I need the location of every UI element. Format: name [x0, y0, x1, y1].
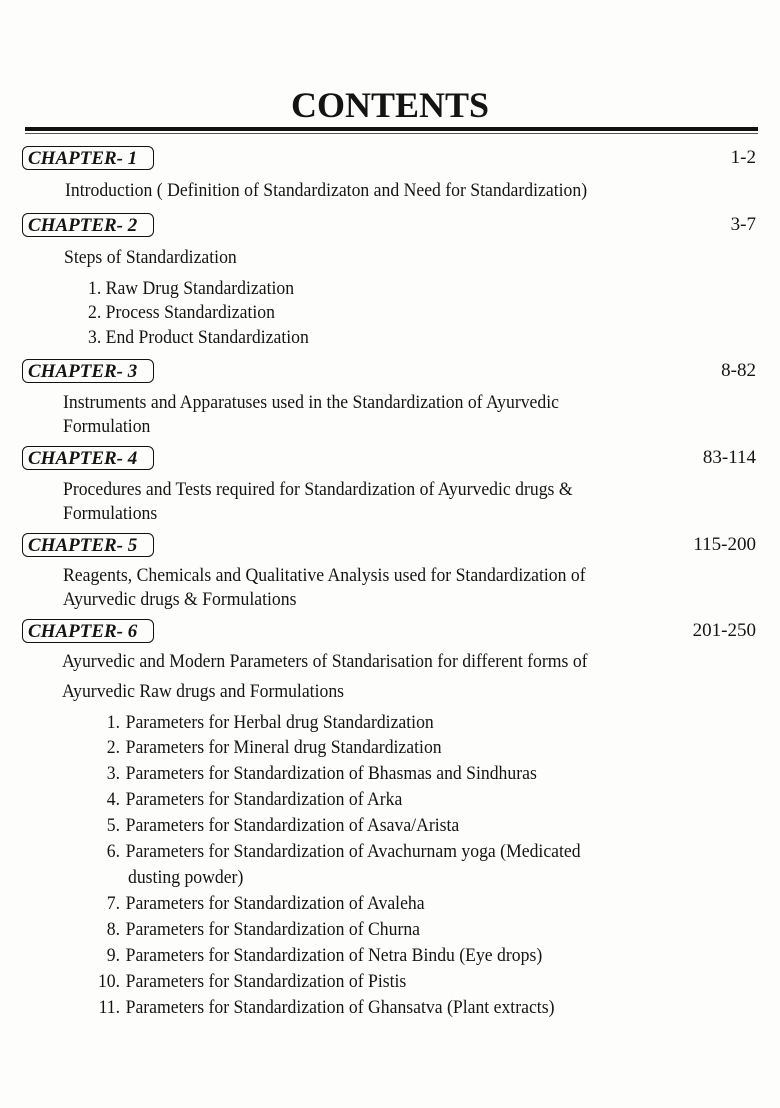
- item-text: Parameters for Standardization of Arka: [125, 789, 403, 810]
- chapter-6-item: [94, 789, 402, 811]
- chapter-5-description: Reagents, Chemicals and Qualitative Analysis used for Standardization of: [63, 565, 586, 586]
- chapter-2-item: 3. End Product Standardization: [88, 327, 309, 348]
- chapter-6-pages: 201-250: [692, 620, 756, 641]
- chapter-4-label: CHAPTER- 4: [22, 446, 154, 470]
- item-number: 6.: [106, 841, 121, 862]
- item-text: Parameters for Mineral drug Standardization: [125, 737, 442, 758]
- chapter-6-item: [94, 893, 425, 915]
- chapter-3-description: Formulation: [63, 416, 151, 437]
- item-text: Parameters for Standardization of Netra Bindu (Eye drops): [125, 945, 543, 966]
- chapter-5-label: CHAPTER- 5: [22, 533, 154, 557]
- title-rule-thick: [25, 127, 758, 131]
- item-number: 2.: [106, 737, 121, 758]
- chapter-6-item: [94, 919, 420, 941]
- item-text: Parameters for Standardization of Bhasmas and Sindhuras: [125, 763, 537, 784]
- chapter-3-description: Instruments and Apparatuses used in the Standardization of Ayurvedic: [63, 392, 559, 413]
- item-number: 9.: [106, 945, 121, 966]
- item-number: 1.: [106, 712, 121, 733]
- chapter-6-item: [94, 737, 442, 759]
- chapter-6-item: [94, 712, 434, 734]
- chapter-2-label: CHAPTER- 2: [22, 213, 154, 237]
- chapter-1-pages: 1-2: [730, 147, 756, 168]
- chapter-1-label: CHAPTER- 1: [22, 146, 154, 170]
- item-number: 5.: [106, 815, 121, 836]
- chapter-2-item: 1. Raw Drug Standardization: [88, 278, 295, 299]
- chapter-3-label: CHAPTER- 3: [22, 359, 154, 383]
- chapter-6-item: [94, 945, 542, 967]
- title-rule-thin: [25, 133, 758, 134]
- item-number: 8.: [106, 919, 121, 940]
- chapter-5-description: Ayurvedic drugs & Formulations: [63, 589, 297, 610]
- item-number: 11.: [98, 997, 121, 1018]
- chapter-6-item: [94, 997, 554, 1019]
- chapter-2-description: Steps of Standardization: [64, 247, 237, 268]
- chapter-2-item: 2. Process Standardization: [88, 302, 275, 323]
- chapter-4-description: Procedures and Tests required for Standardization of Ayurvedic drugs &: [63, 479, 573, 500]
- chapter-1-description: Introduction ( Definition of Standardizaton and Need for Standardization): [65, 180, 588, 201]
- item-text: Parameters for Standardization of Avaleha: [125, 893, 425, 914]
- chapter-2-pages: 3-7: [730, 214, 756, 235]
- chapter-6-item: [94, 815, 459, 837]
- item-text: Parameters for Standardization of Pistis: [125, 971, 407, 992]
- item-text: Parameters for Standardization of Asava/Arista: [125, 815, 460, 836]
- chapter-3-pages: 8-82: [721, 360, 756, 381]
- chapter-5-pages: 115-200: [693, 534, 756, 555]
- chapter-6-item: [94, 971, 406, 993]
- chapter-6-item: [94, 841, 581, 863]
- chapter-6-item: [94, 763, 537, 785]
- item-number: 10.: [97, 971, 121, 992]
- chapter-6-description: Ayurvedic Raw drugs and Formulations: [62, 681, 345, 702]
- chapter-4-pages: 83-114: [702, 447, 756, 468]
- item-text: Parameters for Standardization of Avachurnam yoga (Medicated: [125, 841, 581, 862]
- item-text: Parameters for Standardization of Ghansatva (Plant extracts): [125, 997, 555, 1018]
- item-text: Parameters for Standardization of Churna: [125, 919, 421, 940]
- chapter-6-item-continuation: dusting powder): [128, 867, 244, 888]
- chapter-6-description: Ayurvedic and Modern Parameters of Standarisation for different forms of: [62, 651, 588, 672]
- item-number: 4.: [106, 789, 121, 810]
- item-text: Parameters for Herbal drug Standardization: [125, 712, 434, 733]
- chapter-4-description: Formulations: [63, 503, 158, 524]
- chapter-6-label: CHAPTER- 6: [22, 619, 154, 643]
- item-number: 3.: [106, 763, 121, 784]
- item-number: 7.: [106, 893, 121, 914]
- page-title: CONTENTS: [290, 85, 490, 125]
